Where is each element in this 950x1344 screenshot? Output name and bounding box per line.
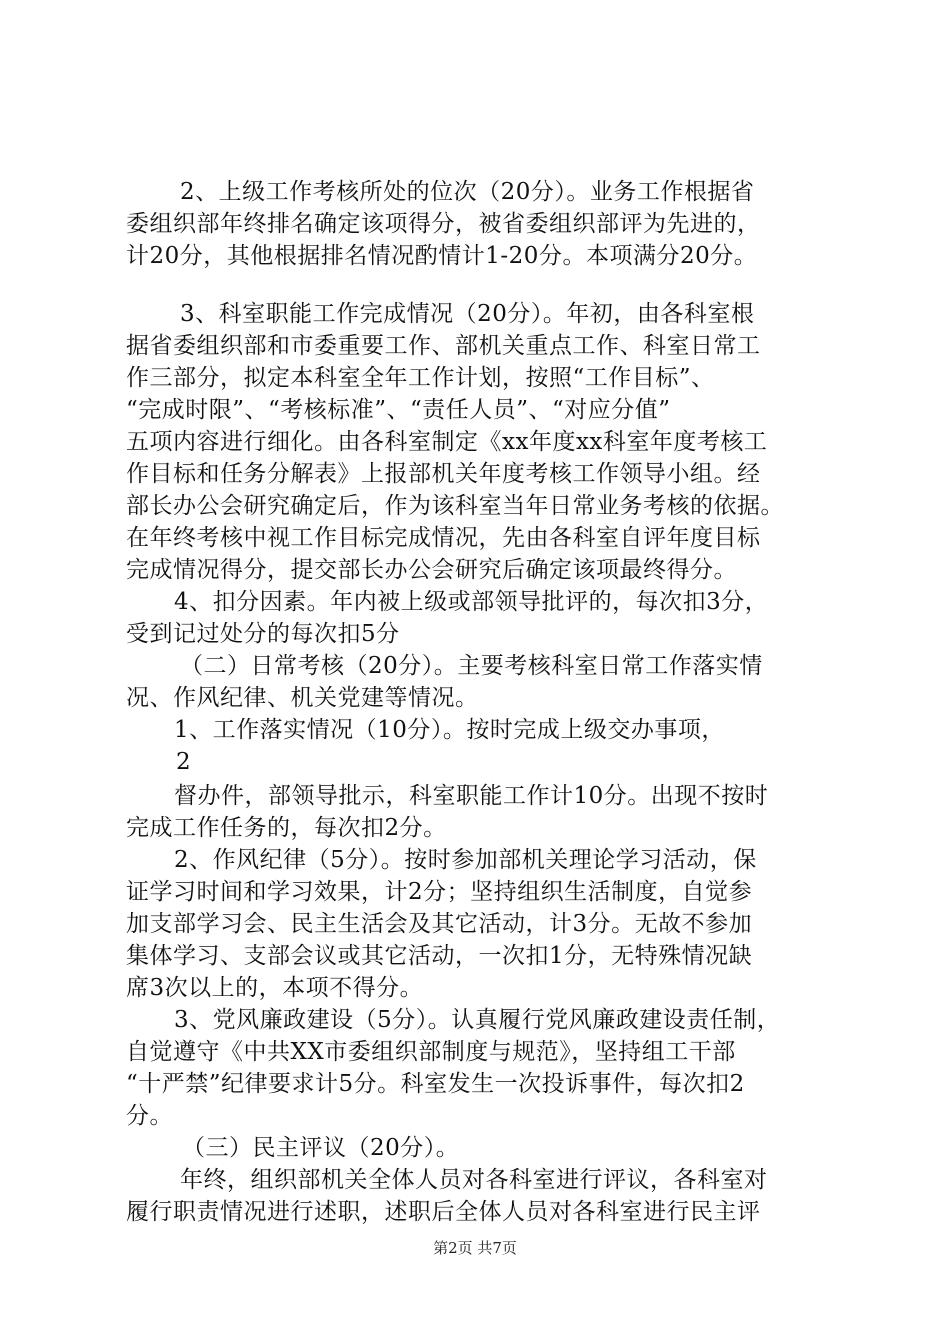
text-line: 作三部分，拟定本科室全年工作计划，按照“工作目标”、 <box>126 365 715 391</box>
text-line: 督办件，部领导批示，科室职能工作计10分。出现不按时 <box>174 783 769 809</box>
section-heading: （三）民主评议（20分）。 <box>182 1135 460 1161</box>
text-line: 作目标和任务分解表》上报部机关年度考核工作领导小组。经 <box>126 461 761 487</box>
text-line: “十严禁”纪律要求计5分。科室发生一次投诉事件，每次扣2 <box>126 1071 745 1097</box>
text-line: 3、科室职能工作完成情况（20分）。年初，由各科室根 <box>180 301 755 327</box>
text-line: 集体学习、支部会议或其它活动，一次扣1分，无特殊情况缺 <box>126 943 753 969</box>
page-number-marker: 2 <box>176 749 192 775</box>
text-line: 受到记过处分的每次扣5分 <box>126 621 400 647</box>
text-line: 况、作风纪律、机关党建等情况。 <box>126 685 479 711</box>
text-line: 分。 <box>126 1103 173 1129</box>
text-line: 席3次以上的，本项不得分。 <box>126 975 424 1001</box>
text-line: 在年终考核中视工作目标完成情况，先由各科室自评年度目标 <box>126 525 761 551</box>
text-line: 完成情况得分，提交部长办公会研究后确定该项最终得分。 <box>126 557 737 583</box>
text-line: 五项内容进行细化。由各科室制定《xx年度xx科室年度考核工 <box>126 429 768 455</box>
text-line: （二）日常考核（20分）。主要考核科室日常工作落实情 <box>180 653 763 679</box>
text-line: 年终，组织部机关全体人员对各科室进行评议，各科室对 <box>180 1167 768 1193</box>
text-line: 计20分，其他根据排名情况酌情计1-20分。本项满分20分。 <box>126 243 758 269</box>
text-line: 委组织部年终排名确定该项得分，被省委组织部评为先进的， <box>126 211 761 237</box>
text-line: 证学习时间和学习效果，计2分；坚持组织生活制度，自觉参 <box>126 879 753 905</box>
text-line: “完成时限”、“考核标准”、“责任人员”、“对应分值” <box>126 397 671 423</box>
text-line: 自觉遵守《中共XX市委组织部制度与规范》，坚持组工干部 <box>126 1039 736 1065</box>
text-line: 完成工作任务的，每次扣2分。 <box>126 815 447 841</box>
text-line: 2、作风纪律（5分）。按时参加部机关理论学习活动，保 <box>174 847 757 873</box>
text-line: 2、上级工作考核所处的位次（20分）。业务工作根据省 <box>180 179 755 205</box>
text-line: 4、扣分因素。年内被上级或部领导批评的，每次扣3分， <box>174 589 769 615</box>
text-line: 据省委组织部和市委重要工作、部机关重点工作、科室日常工 <box>126 333 761 359</box>
text-line: 3、党风廉政建设（5分）。认真履行党风廉政建设责任制， <box>174 1007 781 1033</box>
text-line: 部长办公会研究确定后，作为该科室当年日常业务考核的依据。 <box>126 493 784 519</box>
page-footer: 第2页 共7页 <box>433 1239 517 1257</box>
text-line: 1、工作落实情况（10分）。按时完成上级交办事项， <box>174 717 725 743</box>
text-line: 加支部学习会、民主生活会及其它活动，计3分。无故不参加 <box>126 911 753 937</box>
text-line: 履行职责情况进行述职，述职后全体人员对各科室进行民主评 <box>126 1199 761 1225</box>
